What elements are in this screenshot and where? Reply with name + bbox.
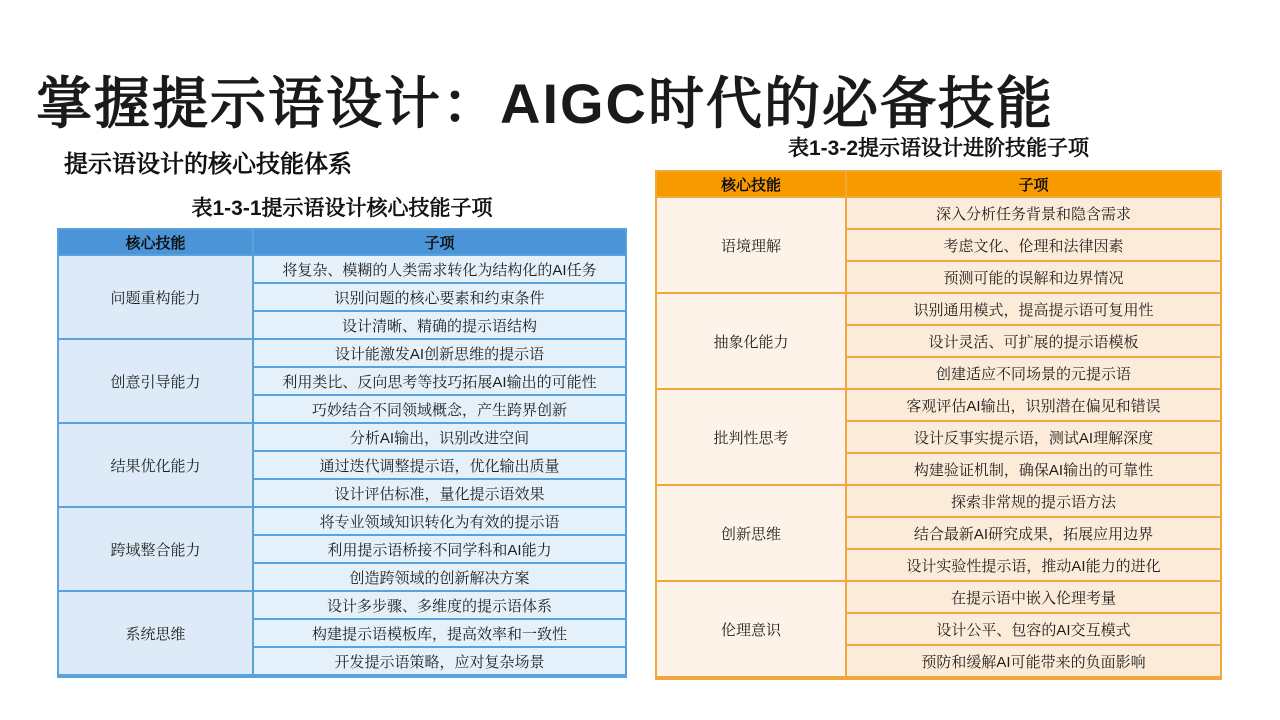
skill-cell: 创新思维 (656, 485, 846, 581)
subitem-cell: 设计多步骤、多维度的提示语体系 (253, 591, 626, 619)
advanced-skills-table (655, 170, 1222, 680)
skill-cell: 创意引导能力 (58, 339, 253, 423)
subitem-cell: 创造跨领域的创新解决方案 (253, 563, 626, 591)
subitem-cell: 设计评估标准，量化提示语效果 (253, 479, 626, 507)
skill-cell: 系统思维 (58, 591, 253, 676)
subitem-cell: 利用提示语桥接不同学科和AI能力 (253, 535, 626, 563)
subitem-cell: 预测可能的误解和边界情况 (846, 261, 1221, 293)
table-header-row (656, 171, 1221, 197)
subitem-cell: 考虑文化、伦理和法律因素 (846, 229, 1221, 261)
subitem-cell: 客观评估AI输出，识别潜在偏见和错误 (846, 389, 1221, 421)
column-header-skill: 核心技能 (656, 171, 846, 197)
table-row (656, 389, 1221, 421)
right-table-caption: 表1-3-2提示语设计进阶技能子项 (787, 137, 1090, 160)
subitem-cell: 设计反事实提示语，测试AI理解深度 (846, 421, 1221, 453)
subitem-cell: 识别问题的核心要素和约束条件 (253, 283, 626, 311)
table-row (58, 339, 626, 367)
subitem-cell: 利用类比、反向思考等技巧拓展AI输出的可能性 (253, 367, 626, 395)
slide-title: 掌握提示语设计：AIGC时代的必备技能 (36, 71, 1054, 135)
table-row (58, 507, 626, 535)
subitem-cell: 在提示语中嵌入伦理考量 (846, 581, 1221, 613)
subitem-cell: 预防和缓解AI可能带来的负面影响 (846, 645, 1221, 678)
subitem-cell: 设计实验性提示语，推动AI能力的进化 (846, 549, 1221, 581)
skill-cell: 批判性思考 (656, 389, 846, 485)
left-table-caption: 表1-3-1提示语设计核心技能子项 (191, 197, 493, 220)
table-row (656, 581, 1221, 613)
skill-cell: 抽象化能力 (656, 293, 846, 389)
subitem-cell: 识别通用模式，提高提示语可复用性 (846, 293, 1221, 325)
subitem-cell: 将专业领域知识转化为有效的提示语 (253, 507, 626, 535)
subitem-cell: 设计公平、包容的AI交互模式 (846, 613, 1221, 645)
table-row (58, 255, 626, 283)
skill-cell: 跨域整合能力 (58, 507, 253, 591)
left-section-heading: 提示语设计的核心技能体系 (64, 151, 352, 178)
table-row (656, 293, 1221, 325)
skill-cell: 伦理意识 (656, 581, 846, 678)
subitem-cell: 通过迭代调整提示语，优化输出质量 (253, 451, 626, 479)
subitem-cell: 将复杂、模糊的人类需求转化为结构化的AI任务 (253, 255, 626, 283)
table-row (656, 197, 1221, 229)
subitem-cell: 巧妙结合不同领域概念，产生跨界创新 (253, 395, 626, 423)
subitem-cell: 创建适应不同场景的元提示语 (846, 357, 1221, 389)
table-row (58, 423, 626, 451)
column-header-subitem: 子项 (846, 171, 1221, 197)
table-row (58, 591, 626, 619)
table-row (656, 485, 1221, 517)
column-header-skill: 核心技能 (58, 229, 253, 255)
subitem-cell: 设计灵活、可扩展的提示语模板 (846, 325, 1221, 357)
column-header-subitem: 子项 (253, 229, 626, 255)
subitem-cell: 分析AI输出，识别改进空间 (253, 423, 626, 451)
subitem-cell: 深入分析任务背景和隐含需求 (846, 197, 1221, 229)
table-header-row (58, 229, 626, 255)
subitem-cell: 设计清晰、精确的提示语结构 (253, 311, 626, 339)
subitem-cell: 构建提示语模板库，提高效率和一致性 (253, 619, 626, 647)
core-skills-table (57, 228, 627, 678)
subitem-cell: 设计能激发AI创新思维的提示语 (253, 339, 626, 367)
subitem-cell: 开发提示语策略，应对复杂场景 (253, 647, 626, 676)
subitem-cell: 探索非常规的提示语方法 (846, 485, 1221, 517)
subitem-cell: 结合最新AI研究成果，拓展应用边界 (846, 517, 1221, 549)
subitem-cell: 构建验证机制，确保AI输出的可靠性 (846, 453, 1221, 485)
skill-cell: 问题重构能力 (58, 255, 253, 339)
skill-cell: 语境理解 (656, 197, 846, 293)
skill-cell: 结果优化能力 (58, 423, 253, 507)
